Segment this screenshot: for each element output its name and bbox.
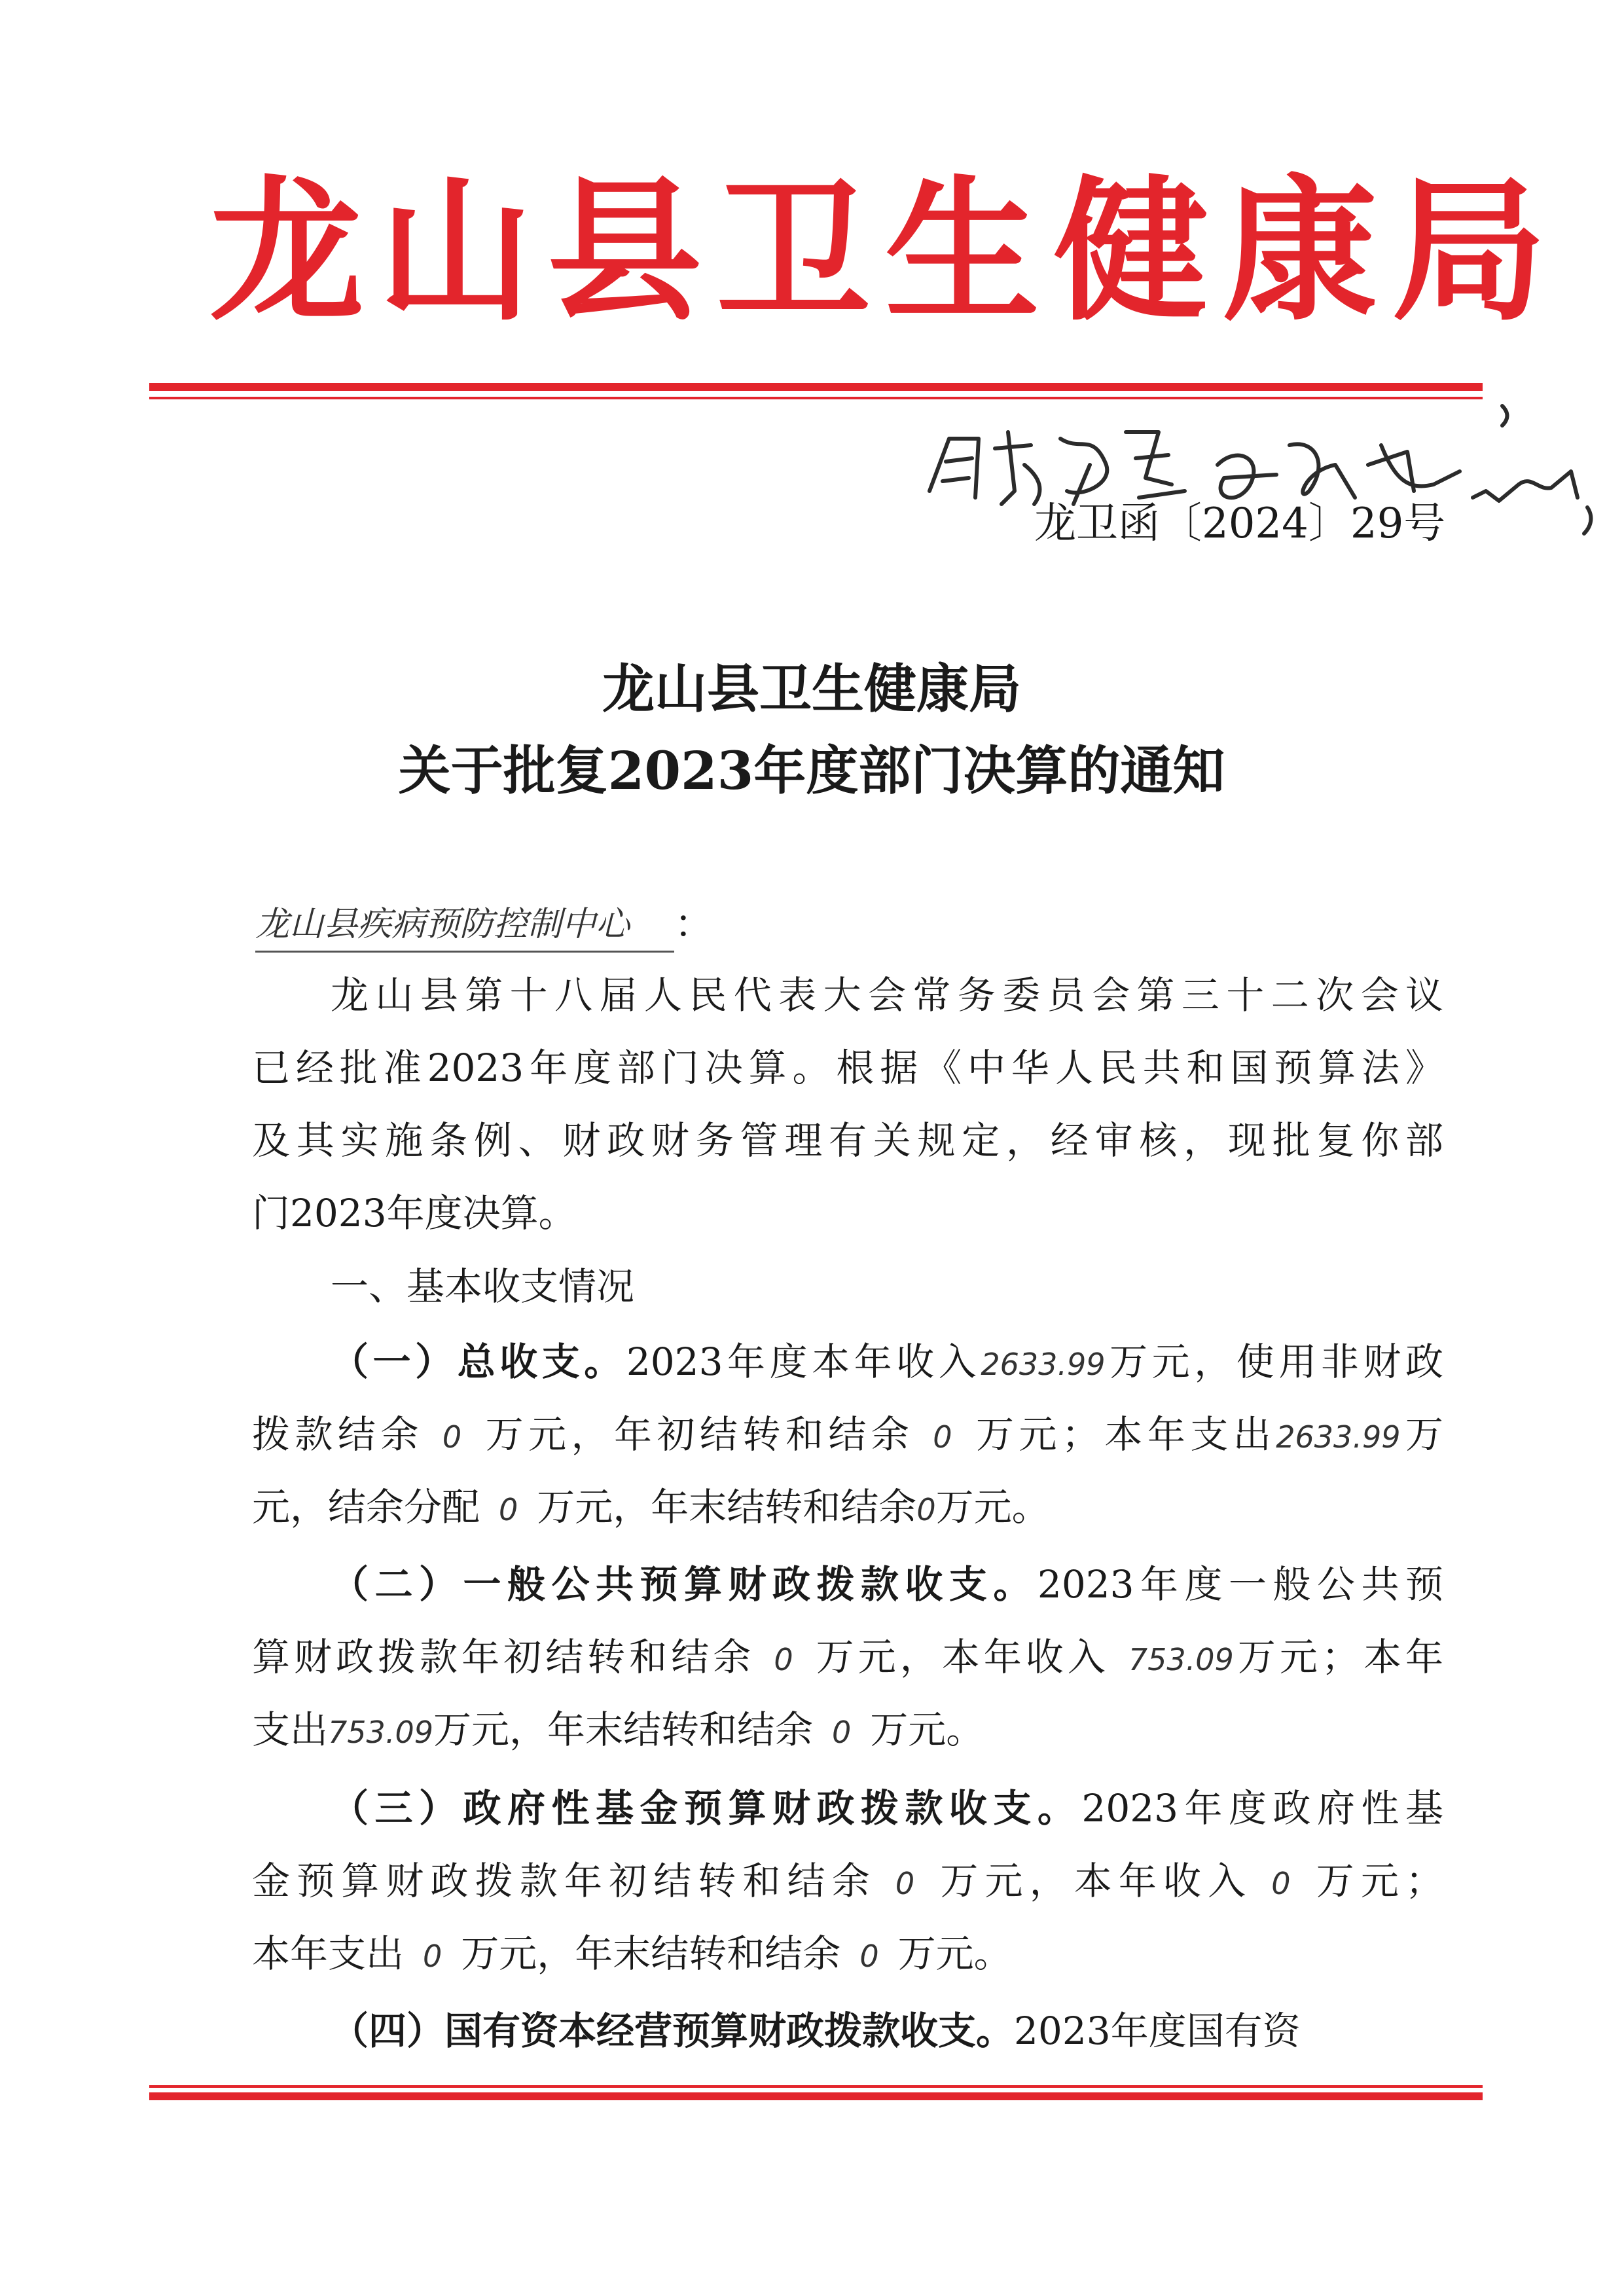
p1-line-2: 拨款结余 0 万元，年初结转和结余 0 万元；本年支出2633.99万	[252, 1412, 1443, 1457]
document-number: 龙卫函〔2024〕29号	[1034, 500, 1446, 548]
p1-expense-value: 2633.99	[1276, 1419, 1401, 1455]
p2-income-value: 753.09	[1128, 1642, 1234, 1677]
salutation-recipient: 龙山县疾病预防控制中心	[255, 898, 674, 953]
p2-end-value: 0	[832, 1715, 852, 1750]
letterhead-title: 龙山县卫生健康局	[209, 162, 1561, 342]
footer-rule-thin	[149, 2085, 1483, 2088]
p1-income-value: 2633.99	[981, 1347, 1106, 1382]
intro-line-4: 门2023年度决算。	[252, 1191, 577, 1235]
p3-line-3: 本年支出 0 万元，年末结转和结余 0 万元。	[252, 1931, 1012, 1976]
salutation-colon: ：	[674, 902, 713, 947]
p2-begin-value: 0	[774, 1642, 793, 1677]
p2-line-2: 算财政拨款年初结转和结余 0 万元，本年收入 753.09万元；本年	[252, 1635, 1443, 1679]
p3-begin-value: 0	[895, 1866, 915, 1901]
p3-line-2: 金预算财政拨款年初结转和结余 0 万元，本年收入 0 万元；	[252, 1859, 1443, 1903]
p2-label: （二）一般公共预算财政拨款收支。	[331, 1562, 1038, 1607]
p1-begin-value: 0	[933, 1419, 952, 1455]
notice-title-line1: 龙山县卫生健康局	[602, 658, 1021, 720]
intro-line-2: 已经批准2023年度部门决算。根据《中华人民共和国预算法》	[252, 1046, 1443, 1090]
p2-line-3: 支出753.09万元，年末结转和结余 0 万元。	[252, 1707, 984, 1752]
intro-line-3: 及其实施条例、财政财务管理有关规定，经审核，现批复你部	[252, 1118, 1443, 1163]
footer-rule-thick	[149, 2092, 1483, 2100]
p3-expense-value: 0	[423, 1939, 442, 1974]
intro-line-1: 龙山县第十八届人民代表大会常务委员会第三十二次会议	[331, 973, 1443, 1017]
p3-end-value: 0	[859, 1939, 879, 1974]
notice-title-line2: 关于批复2023年度部门决算的通知	[398, 740, 1225, 801]
p2-line-1: （二）一般公共预算财政拨款收支。2023年度一般公共预	[331, 1562, 1443, 1607]
p1-nonfiscal-value: 0	[442, 1419, 462, 1455]
p2-expense-value: 753.09	[328, 1715, 433, 1750]
p1-alloc-value: 0	[499, 1492, 518, 1527]
p3-line-1: （三）政府性基金预算财政拨款收支。2023年度政府性基	[331, 1786, 1443, 1831]
p1-label: （一）总收支。	[331, 1339, 626, 1384]
p1-end-value: 0	[916, 1492, 936, 1527]
header-rule-thick	[149, 383, 1483, 391]
p3-label: （三）政府性基金预算财政拨款收支。	[331, 1786, 1082, 1831]
p1-line-1: （一）总收支。2023年度本年收入2633.99万元，使用非财政	[331, 1339, 1443, 1384]
p1-line-3: 元，结余分配 0 万元，年末结转和结余0万元。	[252, 1485, 1050, 1529]
section-heading-basic: 一、基本收支情况	[331, 1264, 635, 1309]
p4-line-1: （四）国有资本经营预算财政拨款收支。2023年度国有资	[331, 2009, 1301, 2053]
p4-label: （四）国有资本经营预算财政拨款收支。	[331, 2009, 1015, 2053]
p3-income-value: 0	[1271, 1866, 1291, 1901]
